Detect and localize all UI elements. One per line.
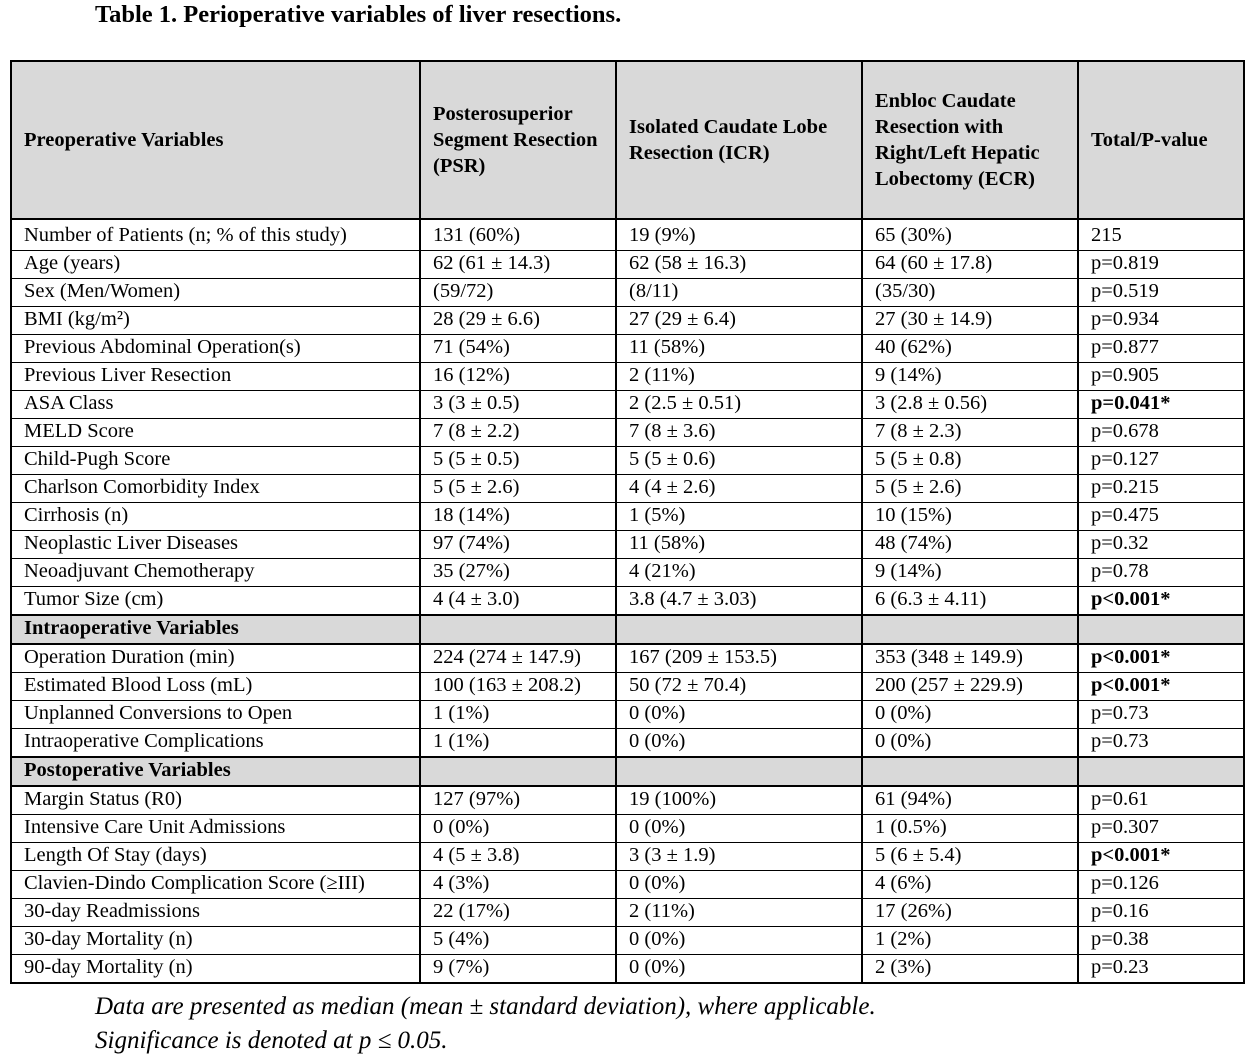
table-row xyxy=(11,475,1244,503)
ecr-cell: 5 (5 ± 0.8) xyxy=(862,447,1078,475)
ecr-cell: 5 (6 ± 5.4) xyxy=(862,843,1078,871)
icr-cell: 2 (11%) xyxy=(616,363,862,391)
ecr-cell: 27 (30 ± 14.9) xyxy=(862,307,1078,335)
psr-cell: 4 (5 ± 3.8) xyxy=(420,843,616,871)
p-value-cell: p=0.475 xyxy=(1078,503,1244,531)
psr-cell: 28 (29 ± 6.6) xyxy=(420,307,616,335)
table-row xyxy=(11,729,1244,758)
p-value-cell: p<0.001* xyxy=(1078,673,1244,701)
variable-cell: Length Of Stay (days) xyxy=(11,843,420,871)
header-psr: Posterosuperior Segment Resection (PSR) xyxy=(420,61,616,219)
psr-cell: 1 (1%) xyxy=(420,701,616,729)
variable-cell: ASA Class xyxy=(11,391,420,419)
ecr-cell: 353 (348 ± 149.9) xyxy=(862,644,1078,673)
variable-cell: Age (years) xyxy=(11,251,420,279)
table-row xyxy=(11,871,1244,899)
perioperative-table xyxy=(10,60,1245,984)
icr-cell: 167 (209 ± 153.5) xyxy=(616,644,862,673)
p-value-cell xyxy=(1078,757,1244,786)
section-title: Intraoperative Variables xyxy=(11,615,420,644)
p-value-cell: p=0.16 xyxy=(1078,899,1244,927)
section-title: Postoperative Variables xyxy=(11,757,420,786)
psr-cell: 7 (8 ± 2.2) xyxy=(420,419,616,447)
psr-cell: (59/72) xyxy=(420,279,616,307)
ecr-cell: 48 (74%) xyxy=(862,531,1078,559)
psr-cell: 1 (1%) xyxy=(420,729,616,758)
p-value-cell: p=0.041* xyxy=(1078,391,1244,419)
p-value-cell: p=0.61 xyxy=(1078,786,1244,815)
table-row xyxy=(11,279,1244,307)
icr-cell: 5 (5 ± 0.6) xyxy=(616,447,862,475)
table-row xyxy=(11,955,1244,984)
psr-cell: 62 (61 ± 14.3) xyxy=(420,251,616,279)
p-value-cell: p=0.934 xyxy=(1078,307,1244,335)
psr-cell xyxy=(420,615,616,644)
icr-cell: 19 (9%) xyxy=(616,219,862,251)
ecr-cell: 65 (30%) xyxy=(862,219,1078,251)
psr-cell: 100 (163 ± 208.2) xyxy=(420,673,616,701)
table-row xyxy=(11,531,1244,559)
psr-cell xyxy=(420,757,616,786)
psr-cell: 4 (3%) xyxy=(420,871,616,899)
icr-cell: 3.8 (4.7 ± 3.03) xyxy=(616,587,862,616)
icr-cell: 4 (4 ± 2.6) xyxy=(616,475,862,503)
variable-cell: Cirrhosis (n) xyxy=(11,503,420,531)
icr-cell: 11 (58%) xyxy=(616,335,862,363)
table-row xyxy=(11,363,1244,391)
ecr-cell: 64 (60 ± 17.8) xyxy=(862,251,1078,279)
ecr-cell: 40 (62%) xyxy=(862,335,1078,363)
icr-cell: 27 (29 ± 6.4) xyxy=(616,307,862,335)
variable-cell: Neoplastic Liver Diseases xyxy=(11,531,420,559)
icr-cell: 0 (0%) xyxy=(616,701,862,729)
p-value-cell: p=0.819 xyxy=(1078,251,1244,279)
ecr-cell: 7 (8 ± 2.3) xyxy=(862,419,1078,447)
psr-cell: 224 (274 ± 147.9) xyxy=(420,644,616,673)
icr-cell: 0 (0%) xyxy=(616,871,862,899)
p-value-cell: p=0.215 xyxy=(1078,475,1244,503)
psr-cell: 5 (5 ± 2.6) xyxy=(420,475,616,503)
header-row xyxy=(11,61,1244,219)
ecr-cell: 2 (3%) xyxy=(862,955,1078,984)
icr-cell: 19 (100%) xyxy=(616,786,862,815)
ecr-cell: 61 (94%) xyxy=(862,786,1078,815)
ecr-cell xyxy=(862,615,1078,644)
variable-cell: Clavien-Dindo Complication Score (≥III) xyxy=(11,871,420,899)
p-value-cell: 215 xyxy=(1078,219,1244,251)
variable-cell: Intraoperative Complications xyxy=(11,729,420,758)
icr-cell: 4 (21%) xyxy=(616,559,862,587)
variable-cell: Estimated Blood Loss (mL) xyxy=(11,673,420,701)
psr-cell: 5 (4%) xyxy=(420,927,616,955)
icr-cell: 1 (5%) xyxy=(616,503,862,531)
table-row xyxy=(11,307,1244,335)
table-row xyxy=(11,335,1244,363)
variable-cell: Operation Duration (min) xyxy=(11,644,420,673)
header-icr: Isolated Caudate Lobe Resection (ICR) xyxy=(616,61,862,219)
p-value-cell: p=0.73 xyxy=(1078,729,1244,758)
p-value-cell: p=0.32 xyxy=(1078,531,1244,559)
section-header-row xyxy=(11,615,1244,644)
p-value-cell: p=0.519 xyxy=(1078,279,1244,307)
table-row xyxy=(11,701,1244,729)
p-value-cell: p<0.001* xyxy=(1078,644,1244,673)
variable-cell: Unplanned Conversions to Open xyxy=(11,701,420,729)
icr-cell: 0 (0%) xyxy=(616,955,862,984)
icr-cell xyxy=(616,615,862,644)
ecr-cell: 1 (2%) xyxy=(862,927,1078,955)
p-value-cell: p<0.001* xyxy=(1078,843,1244,871)
psr-cell: 5 (5 ± 0.5) xyxy=(420,447,616,475)
ecr-cell: 1 (0.5%) xyxy=(862,815,1078,843)
p-value-cell xyxy=(1078,615,1244,644)
ecr-cell: 4 (6%) xyxy=(862,871,1078,899)
table-row xyxy=(11,419,1244,447)
table-row xyxy=(11,503,1244,531)
ecr-cell: 5 (5 ± 2.6) xyxy=(862,475,1078,503)
psr-cell: 3 (3 ± 0.5) xyxy=(420,391,616,419)
variable-cell: Sex (Men/Women) xyxy=(11,279,420,307)
table-row xyxy=(11,843,1244,871)
icr-cell: 50 (72 ± 70.4) xyxy=(616,673,862,701)
p-value-cell: p=0.905 xyxy=(1078,363,1244,391)
table-row xyxy=(11,447,1244,475)
variable-cell: 30-day Mortality (n) xyxy=(11,927,420,955)
ecr-cell: 6 (6.3 ± 4.11) xyxy=(862,587,1078,616)
variable-cell: Margin Status (R0) xyxy=(11,786,420,815)
p-value-cell: p=0.877 xyxy=(1078,335,1244,363)
psr-cell: 22 (17%) xyxy=(420,899,616,927)
table-row xyxy=(11,927,1244,955)
icr-cell: 62 (58 ± 16.3) xyxy=(616,251,862,279)
psr-cell: 35 (27%) xyxy=(420,559,616,587)
table-row xyxy=(11,899,1244,927)
icr-cell: 3 (3 ± 1.9) xyxy=(616,843,862,871)
table-row xyxy=(11,644,1244,673)
variable-cell: Previous Liver Resection xyxy=(11,363,420,391)
footnote-line-1: Data are presented as median (mean ± standard deviation), where applicable. xyxy=(95,993,876,1020)
psr-cell: 131 (60%) xyxy=(420,219,616,251)
ecr-cell: 17 (26%) xyxy=(862,899,1078,927)
variable-cell: 30-day Readmissions xyxy=(11,899,420,927)
p-value-cell: p=0.23 xyxy=(1078,955,1244,984)
icr-cell: 0 (0%) xyxy=(616,729,862,758)
ecr-cell: 0 (0%) xyxy=(862,729,1078,758)
ecr-cell: 9 (14%) xyxy=(862,559,1078,587)
variable-cell: Number of Patients (n; % of this study) xyxy=(11,219,420,251)
variable-cell: MELD Score xyxy=(11,419,420,447)
icr-cell: 0 (0%) xyxy=(616,927,862,955)
variable-cell: Previous Abdominal Operation(s) xyxy=(11,335,420,363)
p-value-cell: p=0.678 xyxy=(1078,419,1244,447)
table-row xyxy=(11,815,1244,843)
ecr-cell: 9 (14%) xyxy=(862,363,1078,391)
variable-cell: 90-day Mortality (n) xyxy=(11,955,420,984)
table-row xyxy=(11,786,1244,815)
p-value-cell: p=0.127 xyxy=(1078,447,1244,475)
table-row xyxy=(11,673,1244,701)
icr-cell: 2 (2.5 ± 0.51) xyxy=(616,391,862,419)
table-row xyxy=(11,391,1244,419)
ecr-cell: 3 (2.8 ± 0.56) xyxy=(862,391,1078,419)
ecr-cell: 0 (0%) xyxy=(862,701,1078,729)
p-value-cell: p=0.73 xyxy=(1078,701,1244,729)
ecr-cell xyxy=(862,757,1078,786)
p-value-cell: p=0.78 xyxy=(1078,559,1244,587)
table-title: Table 1. Perioperative variables of liver resections. xyxy=(95,1,622,28)
psr-cell: 71 (54%) xyxy=(420,335,616,363)
icr-cell: (8/11) xyxy=(616,279,862,307)
psr-cell: 97 (74%) xyxy=(420,531,616,559)
table-row xyxy=(11,251,1244,279)
icr-cell xyxy=(616,757,862,786)
variable-cell: Tumor Size (cm) xyxy=(11,587,420,616)
variable-cell: Intensive Care Unit Admissions xyxy=(11,815,420,843)
ecr-cell: 10 (15%) xyxy=(862,503,1078,531)
icr-cell: 0 (0%) xyxy=(616,815,862,843)
table-body xyxy=(11,219,1244,983)
psr-cell: 9 (7%) xyxy=(420,955,616,984)
section-header-row xyxy=(11,757,1244,786)
header-total-p-value: Total/P-value xyxy=(1078,61,1244,219)
variable-cell: BMI (kg/m²) xyxy=(11,307,420,335)
ecr-cell: (35/30) xyxy=(862,279,1078,307)
icr-cell: 2 (11%) xyxy=(616,899,862,927)
psr-cell: 4 (4 ± 3.0) xyxy=(420,587,616,616)
table-footnote xyxy=(95,990,876,1058)
table-row xyxy=(11,587,1244,616)
header-preoperative-variables: Preoperative Variables xyxy=(11,61,420,219)
psr-cell: 16 (12%) xyxy=(420,363,616,391)
psr-cell: 18 (14%) xyxy=(420,503,616,531)
header-ecr: Enbloc Caudate Resection with Right/Left Hepatic Lobectomy (ECR) xyxy=(862,61,1078,219)
psr-cell: 127 (97%) xyxy=(420,786,616,815)
table-row xyxy=(11,219,1244,251)
icr-cell: 11 (58%) xyxy=(616,531,862,559)
footnote-line-2: Significance is denoted at p ≤ 0.05. xyxy=(95,1027,448,1054)
table-row xyxy=(11,559,1244,587)
variable-cell: Child-Pugh Score xyxy=(11,447,420,475)
p-value-cell: p=0.126 xyxy=(1078,871,1244,899)
variable-cell: Neoadjuvant Chemotherapy xyxy=(11,559,420,587)
p-value-cell: p<0.001* xyxy=(1078,587,1244,616)
p-value-cell: p=0.307 xyxy=(1078,815,1244,843)
p-value-cell: p=0.38 xyxy=(1078,927,1244,955)
icr-cell: 7 (8 ± 3.6) xyxy=(616,419,862,447)
ecr-cell: 200 (257 ± 229.9) xyxy=(862,673,1078,701)
variable-cell: Charlson Comorbidity Index xyxy=(11,475,420,503)
psr-cell: 0 (0%) xyxy=(420,815,616,843)
